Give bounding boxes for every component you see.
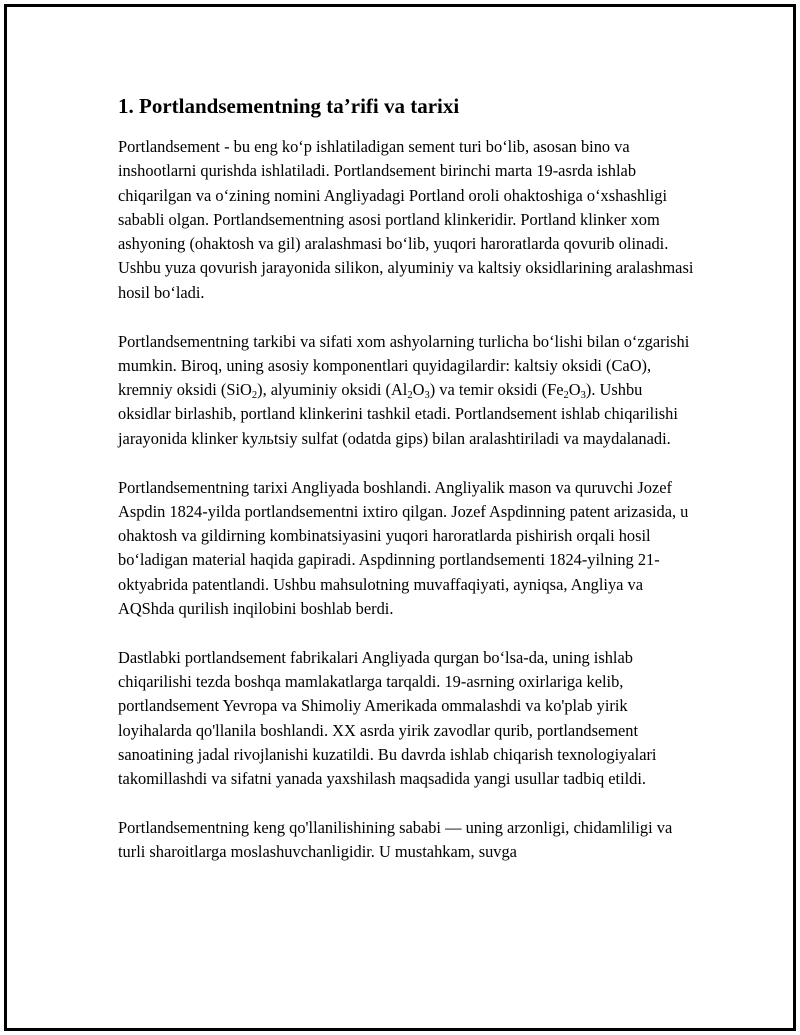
document-body: [118, 92, 698, 889]
composition-text-2: ), alyuminiy oksidi (Al: [257, 380, 408, 400]
subscript: 2: [251, 390, 258, 402]
composition-text-4: ) va temir oksidi (Fe: [429, 380, 564, 400]
composition-text-1: Portlandsementning tarkibi va sifati xom ashyolarning turlicha bo‘lishi bilan o‘zgarishi mumkin. Biroq, uning asosiy komponentlari quyidagilardir: kaltsiy oksidi (CaO), kremniy oksidi (SiO: [118, 331, 690, 400]
composition-text-3: O: [412, 380, 425, 400]
paragraph-spread: Dastlabki portlandsement fabrikalari Angliyada qurgan bo‘lsa-da, uning ishlab chiqarilishi tezda boshqa mamlakatlarga tarqaldi. 19-asrning oxirlariga kelib, portlandsement Yevropa va Shimoliy Amerikada ommalashdi va ko'plab yirik loyihalarda qo'llanila boshlandi. XX asrda yirik zavodlar qurib, portlandsement sanoatining jadal rivojlanishi kuzatildi. Bu davrda ishlab chiqarish texnologiyalari takomillashdi va sifatni yanada yaxshilash maqsadida yangi usullar tadbiq etildi.: [118, 647, 657, 789]
subscript: 2: [563, 390, 569, 402]
composition-text-5: O: [568, 380, 581, 400]
paragraph-history: Portlandsementning tarixi Angliyada boshlandi. Angliyalik mason va quruvchi Jozef Aspdin 1824-yilda portlandsementni ixtiro qilgan. Jozef Aspdinning patent arizasida, u ohaktosh va gildirning kombinatsiyasini yuqori haroratlarda pishirish orqali hosil bo‘ladigan material haqida gapiradi. Aspdinning portlandsementi 1824-yilning 21-oktyabrida patentlandi. Ushbu mahsulotning muvaffaqiyati, ayniqsa, Angliya va AQShda qurilish inqilobini boshlab berdi.: [118, 477, 689, 619]
composition-text-6: ). Ushbu oksidlar birlashib, portland klinkerini tashkil etadi. Portlandsement ishlab chiqarilishi jarayonida klinker kyльtsiy sulfat (odatda gips) bilan aralashtiriladi va maydalanadi.: [118, 380, 678, 448]
subscript: 3: [580, 390, 586, 402]
paragraph-composition: [118, 330, 698, 451]
section-heading: 1. Portlandsementning ta’rifi va tarixi: [118, 94, 460, 118]
paragraph-usage: Portlandsementning keng qo'llanilishining sababi — uning arzonligi, chidamliligi va turli sharoitlarga moslashuvchanligidir. U mustahkam, suvga: [118, 818, 673, 862]
subscript: 2: [407, 390, 413, 402]
paragraph-definition: Portlandsement - bu eng ko‘p ishlatiladigan sement turi bo‘lib, asosan bino va inshootlarni qurishda ishlatiladi. Portlandsement birinchi marta 19-asrda ishlab chiqarilgan va o‘zining nomini Angliyadagi Portland oroli ohaktoshiga o‘xshashligi sababli olgan. Portlandsementning asosi portland klinkeridir. Portland klinker xom ashyoning (ohaktosh va gil) aralashmasi bo‘lib, yuqori haroratlarda qovurib olinadi. Ushbu yuza qovurish jarayonida silikon, alyuminiy va kaltsiy oksidlarining aralashmasi hosil bo‘ladi.: [118, 137, 694, 302]
subscript: 3: [424, 390, 430, 402]
